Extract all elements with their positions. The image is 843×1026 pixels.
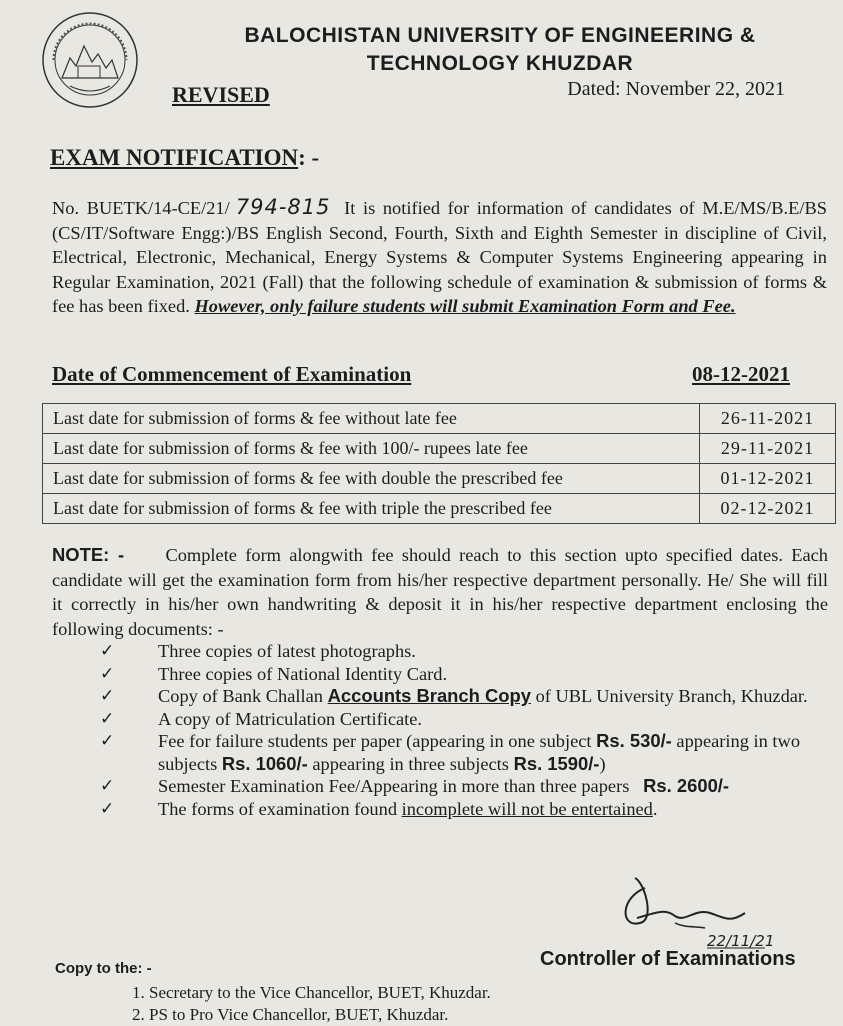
semester-fee-amount: Rs. 2600/- [643, 775, 730, 796]
copy-to-label: Copy to the: - [55, 960, 152, 977]
list-item: 2. PS to Pro Vice Chancellor, BUET, Khuzdar. [132, 1005, 449, 1024]
university-seal-logo [40, 10, 140, 110]
commencement-date: 08-12-2021 [692, 362, 790, 386]
schedule-date: 01-12-2021 [700, 464, 836, 494]
schedule-label: Last date for submission of forms & fee without late fee [43, 404, 700, 434]
handwritten-reference: 794-815 [235, 195, 331, 219]
dated-label: Dated: November 22, 2021 [567, 78, 785, 100]
schedule-date: 29-11-2021 [700, 434, 836, 464]
list-item [100, 708, 830, 731]
table-row [43, 404, 836, 434]
fee-text: Fee for failure students per paper (appearing in one subject [158, 731, 592, 751]
exam-title-text: EXAM NOTIFICATION [50, 145, 299, 170]
document-text: A copy of Matriculation Certificate. [158, 708, 423, 729]
list-item [100, 798, 830, 821]
table-row [43, 494, 836, 524]
intro-emphasis: However, only failure students will submit Examination Form and Fee. [194, 296, 736, 316]
list-item [100, 730, 830, 775]
signature-date: 22/11/21 [707, 932, 775, 950]
check-icon: ✓ [100, 686, 115, 706]
semester-fee-text: Semester Examination Fee/Appearing in more than three papers [158, 776, 630, 796]
fee-two-subjects: Rs. 1060/- [221, 752, 308, 774]
check-icon: ✓ [100, 708, 115, 729]
controller-signature [615, 868, 795, 958]
controller-of-examinations: Controller of Examinations [540, 948, 796, 970]
fee-text: ) [599, 753, 606, 774]
check-icon: ✓ [100, 731, 115, 751]
intro-body: It is notified for information of candidates of M.E/MS/B.E/BS (CS/IT/Software Engg:)/BS English Second, Fourth, Sixth and Eighth Semester in discipline of Civil, Electrical, Electronic, Mechanical, Energy Systems & Computer Systems Engineering appearing in Regular Examination, 2021 (Fall) that the following schedule of examination & submission of forms & fee has been fixed. [52, 198, 827, 316]
commencement-label: Date of Commencement of Examination [52, 362, 412, 386]
schedule-label: Last date for submission of forms & fee with triple the prescribed fee [43, 494, 700, 524]
incomplete-warning: The forms of examination found [158, 798, 398, 819]
exam-title-suffix: : - [298, 145, 320, 170]
document-text: Three copies of National Identity Card. [158, 663, 448, 684]
university-name-line2: TECHNOLOGY KHUZDAR [366, 52, 634, 75]
exam-notification-title [50, 145, 319, 171]
schedule-table [42, 403, 836, 524]
reference-number: No. BUETK/14-CE/21/ [52, 198, 230, 218]
intro-paragraph [52, 195, 827, 319]
check-icon: ✓ [100, 798, 115, 819]
schedule-date: 02-12-2021 [700, 494, 836, 524]
accounts-branch-copy: Accounts Branch Copy [327, 685, 531, 706]
document-text: Three copies of latest photographs. [158, 641, 416, 661]
schedule-label: Last date for submission of forms & fee with double the prescribed fee [43, 464, 700, 494]
schedule-label: Last date for submission of forms & fee with 100/- rupees late fee [43, 434, 700, 464]
incomplete-warning-underlined: incomplete will not be entertained [401, 798, 653, 819]
fee-text: appearing in two subjects [158, 731, 801, 774]
document-text: of UBL University Branch, Khuzdar. [535, 686, 808, 706]
check-icon: ✓ [100, 776, 115, 796]
check-icon: ✓ [100, 663, 115, 684]
list-item [100, 640, 830, 663]
schedule-date: 26-11-2021 [700, 404, 836, 434]
table-row [43, 434, 836, 464]
list-item [100, 775, 830, 798]
fee-one-subject: Rs. 530/- [596, 730, 672, 751]
university-name [190, 22, 810, 78]
fee-text: appearing in three subjects [312, 753, 509, 774]
revised-label: REVISED [172, 82, 270, 107]
commencement-row [52, 362, 790, 387]
table-row [43, 464, 836, 494]
incomplete-warning-end: . [652, 798, 658, 819]
check-icon: ✓ [100, 641, 115, 661]
document-text: Copy of Bank Challan [158, 686, 323, 706]
university-name-line1: BALOCHISTAN UNIVERSITY OF ENGINEERING & [244, 24, 756, 47]
note-text: Complete form alongwith fee should reach to this section upto specified dates. Each candidate will get the examination form from his/her respective department personally. He/ She will fill it correctly in his/her own handwriting & deposit it in his/her respective department enclosing the following documents: - [52, 545, 828, 639]
copy-to-list [132, 982, 491, 1026]
list-item [100, 685, 830, 708]
note-label: NOTE: - [52, 544, 125, 565]
list-item: 1. Secretary to the Vice Chancellor, BUET, Khuzdar. [132, 983, 491, 1002]
note-paragraph [52, 543, 828, 641]
documents-list [100, 640, 830, 820]
list-item [100, 663, 830, 686]
fee-three-subjects: Rs. 1590/- [513, 752, 600, 774]
